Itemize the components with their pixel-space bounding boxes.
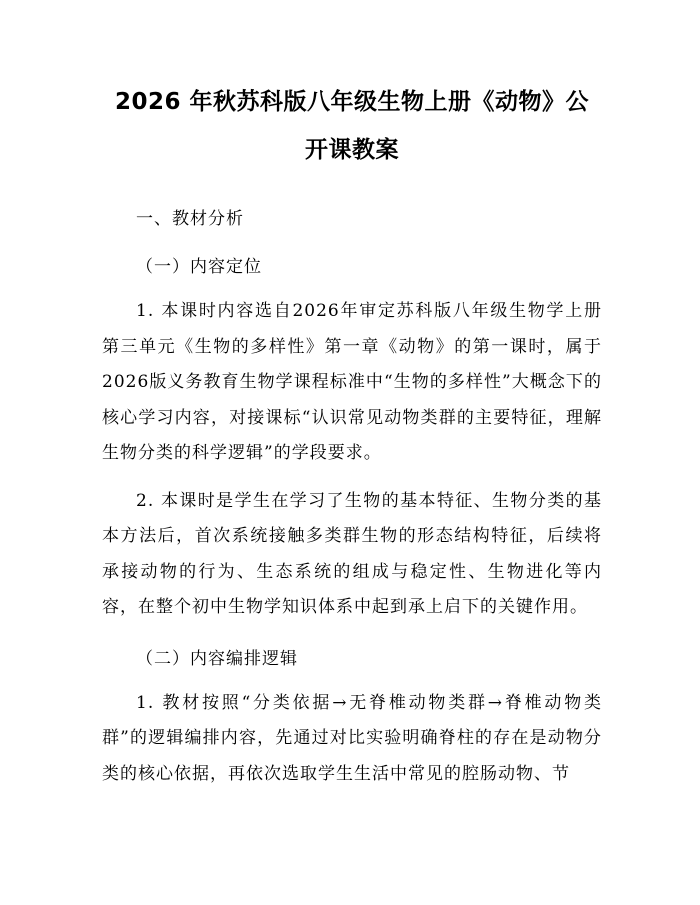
section-heading-textbook-analysis: 一、教材分析: [136, 209, 244, 229]
paragraph-content-positioning-2: 2. 本课时是学生在学习了生物的基本特征、生物分类的基本方法后，首次系统接触多类群生物的形态结构特征，后续将承接动物的行为、生态系统的组成与稳定性、生物进化等内容，在整个初中生物学知识体系中起到承上启下的关键作用。: [102, 490, 602, 617]
document-title-line-1: 2026 年秋苏科版八年级生物上册《动物》公: [114, 89, 590, 115]
document-title-line-2: 开课教案: [305, 137, 399, 163]
paragraph-content-positioning-1: 1. 本课时内容选自2026年审定苏科版八年级生物学上册第三单元《生物的多样性》第一章《动物》的第一课时，属于2026版义务教育生物学课程标准中“生物的多样性”大概念下的核心学习内容，对接课标“认识常见动物类群的主要特征，理解生物分类的科学逻辑”的学段要求。: [102, 301, 602, 463]
paragraph-arrangement-logic-1: 1. 教材按照“分类依据→无脊椎动物类群→脊椎动物类群”的逻辑编排内容，先通过对比实验明确脊柱的存在是动物分类的核心依据，再依次选取学生生活中常见的腔肠动物、节: [102, 692, 602, 784]
document-title: [102, 78, 602, 174]
subsection-heading-arrangement-logic: （二）内容编排逻辑: [136, 648, 298, 669]
subsection-heading-content-positioning: （一）内容定位: [136, 257, 262, 277]
